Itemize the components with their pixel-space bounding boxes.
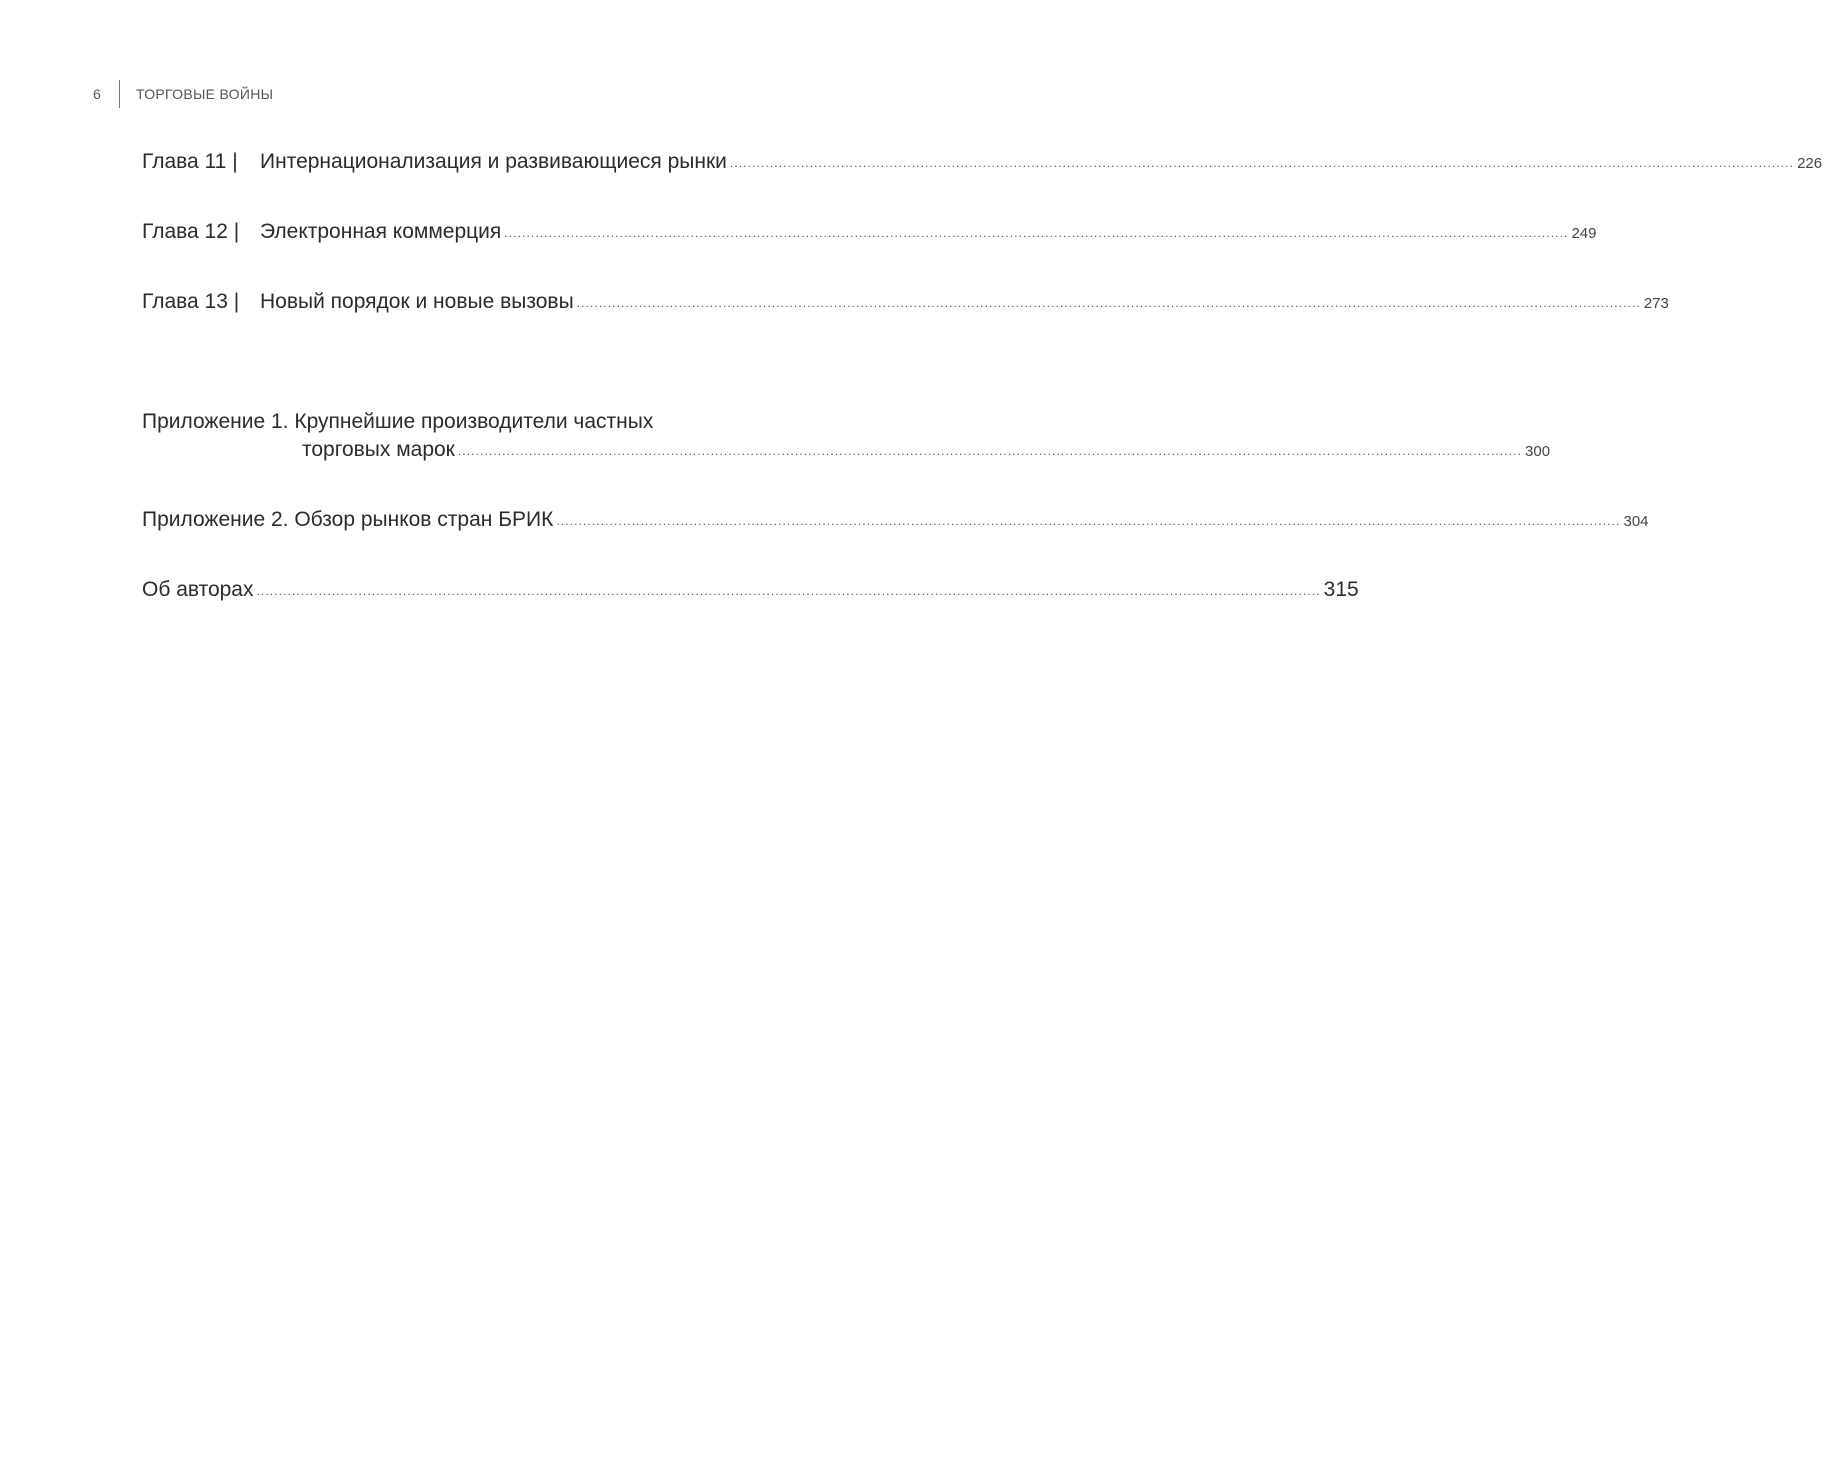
toc-entry-appendix-2[interactable]: [142, 506, 1649, 536]
dot-leader: [730, 149, 1794, 177]
dot-leader: [504, 219, 1568, 247]
dot-leader: [556, 507, 1620, 535]
toc-entry-appendix-1[interactable]: [142, 408, 1551, 466]
dot-leader: [577, 289, 1641, 317]
toc-entry-chapter-13[interactable]: [142, 288, 1669, 318]
chapter-page: 226: [1797, 155, 1822, 172]
chapter-label: Глава 11 |: [142, 150, 238, 173]
chapter-label: Глава 12 |: [142, 220, 240, 243]
appendix-title-line1: Приложение 1. Крупнейшие производители частных: [142, 410, 654, 433]
appendix-page: 304: [1623, 513, 1649, 530]
toc-entry-about-authors[interactable]: [142, 576, 1359, 606]
about-page: 315: [1323, 578, 1359, 601]
chapter-title: Новый порядок и новые вызовы: [260, 290, 574, 313]
dot-leader: [458, 437, 1522, 465]
header-divider: [119, 80, 120, 108]
dot-leader: [257, 577, 1321, 605]
about-title: Об авторах: [142, 578, 254, 601]
appendix-title: Приложение 2. Обзор рынков стран БРИК: [142, 508, 554, 531]
book-title: ТОРГОВЫЕ ВОЙНЫ: [136, 86, 274, 102]
appendix-page: 300: [1525, 443, 1551, 460]
chapter-title: Интернационализация и развивающиеся рынки: [260, 150, 727, 173]
chapter-page: 249: [1571, 225, 1597, 242]
appendix-title-line2: торговых марок: [302, 438, 455, 461]
toc-entry-chapter-12[interactable]: [142, 218, 1597, 248]
toc-entry-chapter-11[interactable]: [142, 148, 1822, 178]
chapter-label: Глава 13 |: [142, 290, 240, 313]
page-number: 6: [93, 86, 102, 102]
chapter-page: 273: [1643, 295, 1669, 312]
chapter-title: Электронная коммерция: [260, 220, 502, 243]
running-head: [93, 80, 273, 108]
